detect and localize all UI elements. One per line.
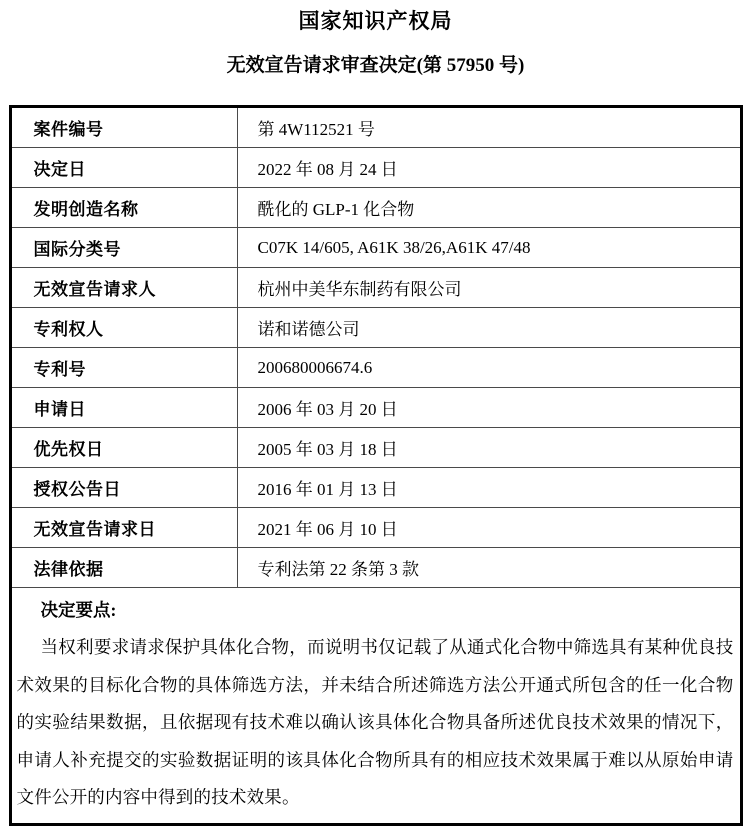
field-label-decision-date: 决定日 bbox=[10, 148, 237, 188]
field-value-ipc-class: C07K 14/605, A61K 38/26,A61K 47/48 bbox=[237, 228, 741, 268]
field-label-petitioner: 无效宣告请求人 bbox=[10, 268, 237, 308]
field-label-invention-title: 发明创造名称 bbox=[10, 188, 237, 228]
table-row bbox=[10, 348, 741, 388]
table-row bbox=[10, 388, 741, 428]
field-label-request-date: 无效宣告请求日 bbox=[10, 508, 237, 548]
decision-info-table bbox=[9, 105, 743, 826]
field-value-legal-basis: 专利法第 22 条第 3 款 bbox=[237, 548, 741, 588]
field-value-petitioner: 杭州中美华东制药有限公司 bbox=[237, 268, 741, 308]
field-label-grant-date: 授权公告日 bbox=[10, 468, 237, 508]
table-row bbox=[10, 228, 741, 268]
field-value-patentee: 诺和诺德公司 bbox=[237, 308, 741, 348]
decision-body: 当权利要求请求保护具体化合物，而说明书仅记载了从通式化合物中筛选具有某种优良技术效果的目标化合物的具体筛选方法，并未结合所述筛选方法公开通式所包含的任一化合物的实验结果数据，且依据现有技术难以确认该具体化合物具备所述优良技术效果的情况下，申请人补充提交的实验数据证明的该具体化合物所具有的相应技术效果属于难以从原始申请文件公开的内容中得到的技术效果。 bbox=[16, 637, 734, 807]
field-value-filing-date: 2006 年 03 月 20 日 bbox=[237, 388, 741, 428]
table-row bbox=[10, 428, 741, 468]
doc-title: 国家知识产权局 bbox=[298, 9, 453, 33]
field-label-patentee: 专利权人 bbox=[10, 308, 237, 348]
table-row bbox=[10, 188, 741, 228]
table-row bbox=[10, 548, 741, 588]
field-value-case-number: 第 4W112521 号 bbox=[237, 107, 741, 148]
field-label-legal-basis: 法律依据 bbox=[10, 548, 237, 588]
table-row bbox=[10, 468, 741, 508]
table-row bbox=[10, 107, 741, 148]
table-row bbox=[10, 508, 741, 548]
field-value-grant-date: 2016 年 01 月 13 日 bbox=[237, 468, 741, 508]
decision-heading: 决定要点: bbox=[40, 600, 117, 620]
table-row bbox=[10, 308, 741, 348]
table-row bbox=[10, 148, 741, 188]
field-label-priority-date: 优先权日 bbox=[10, 428, 237, 468]
table-row bbox=[10, 268, 741, 308]
field-label-patent-number: 专利号 bbox=[10, 348, 237, 388]
field-value-request-date: 2021 年 06 月 10 日 bbox=[237, 508, 741, 548]
field-label-case-number: 案件编号 bbox=[10, 107, 237, 148]
field-label-filing-date: 申请日 bbox=[10, 388, 237, 428]
field-value-patent-number: 200680006674.6 bbox=[237, 348, 741, 388]
field-label-ipc-class: 国际分类号 bbox=[10, 228, 237, 268]
field-value-invention-title: 酰化的 GLP-1 化合物 bbox=[237, 188, 741, 228]
field-value-priority-date: 2005 年 03 月 18 日 bbox=[237, 428, 741, 468]
field-value-decision-date: 2022 年 08 月 24 日 bbox=[237, 148, 741, 188]
doc-subtitle: 无效宣告请求审查决定(第 57950 号) bbox=[226, 55, 525, 76]
